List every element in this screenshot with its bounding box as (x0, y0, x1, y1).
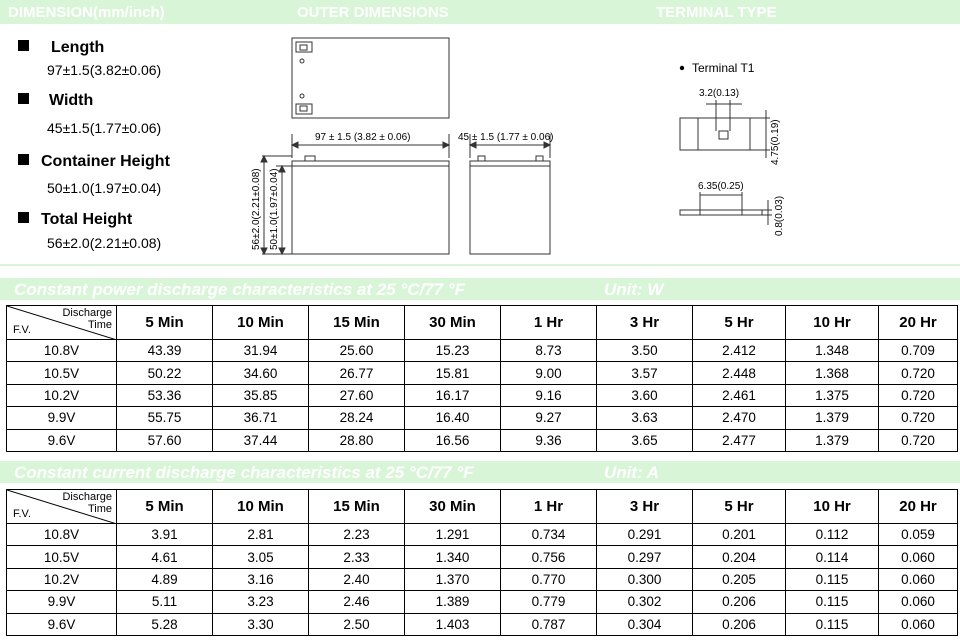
value-cell: 16.17 (405, 384, 501, 406)
column-header: 1 Hr (501, 490, 597, 524)
value-cell: 2.477 (693, 429, 786, 451)
value-cell: 3.65 (597, 429, 693, 451)
column-header: 30 Min (405, 306, 501, 340)
battery-side-view (470, 161, 550, 254)
value-cell: 1.368 (786, 362, 879, 384)
value-cell: 0.720 (879, 407, 958, 429)
column-header: 1 Hr (501, 306, 597, 340)
table-row (7, 407, 958, 429)
value-cell: 43.39 (117, 340, 213, 362)
table-row (7, 591, 958, 613)
value-cell: 1.403 (405, 613, 501, 635)
total-height-dimension-label: 56±2.0(2.21±0.08) (251, 168, 262, 250)
value-cell: 1.348 (786, 340, 879, 362)
column-header: 5 Hr (693, 306, 786, 340)
value-cell: 50.22 (117, 362, 213, 384)
current-section-unit: Unit: A (604, 463, 660, 482)
value-cell: 3.91 (117, 524, 213, 546)
column-header: 15 Min (309, 306, 405, 340)
dimension-total-height-value: 56±2.0(2.21±0.08) (47, 235, 162, 251)
fv-cell: 10.2V (7, 384, 117, 406)
dimension-width-value: 45±1.5(1.77±0.06) (47, 120, 162, 136)
dimension-heading: DIMENSION(mm/inch) (8, 4, 165, 21)
terminal-dim-a: 3.2(0.13) (699, 88, 740, 99)
value-cell: 55.75 (117, 407, 213, 429)
terminal-dim-b: 4.75(0.19) (770, 119, 781, 165)
value-cell: 3.23 (213, 591, 309, 613)
terminal-profile (680, 210, 762, 215)
power-section-unit: Unit: W (604, 280, 664, 299)
table-corner-cell: Discharge Time F.V. (7, 490, 117, 524)
value-cell: 34.60 (213, 362, 309, 384)
value-cell: 4.89 (117, 568, 213, 590)
column-header: 20 Hr (879, 306, 958, 340)
power-section-bar (0, 278, 960, 300)
power-discharge-table (6, 305, 958, 452)
column-header: 30 Min (405, 490, 501, 524)
value-cell: 3.05 (213, 546, 309, 568)
value-cell: 0.756 (501, 546, 597, 568)
fv-cell: 9.9V (7, 591, 117, 613)
section-divider (0, 264, 960, 266)
value-cell: 0.059 (879, 524, 958, 546)
value-cell: 1.340 (405, 546, 501, 568)
value-cell: 0.297 (597, 546, 693, 568)
value-cell: 2.40 (309, 568, 405, 590)
value-cell: 0.787 (501, 613, 597, 635)
value-cell: 36.71 (213, 407, 309, 429)
table-row (7, 384, 958, 406)
value-cell: 4.61 (117, 546, 213, 568)
fv-cell: 10.5V (7, 362, 117, 384)
current-discharge-table (6, 489, 958, 636)
value-cell: 0.720 (879, 384, 958, 406)
value-cell: 28.80 (309, 429, 405, 451)
value-cell: 3.16 (213, 568, 309, 590)
terminal-dim-c: 6.35(0.25) (698, 181, 744, 192)
value-cell: 5.28 (117, 613, 213, 635)
value-cell: 0.734 (501, 524, 597, 546)
terminal-dim-d: 0.8(0.03) (774, 195, 785, 236)
table-header-row (7, 490, 958, 524)
value-cell: 5.11 (117, 591, 213, 613)
column-header: 5 Min (117, 306, 213, 340)
terminal-bullet-icon (680, 66, 684, 70)
container-height-dimension-label: 50±1.0(1.97±0.04) (269, 168, 280, 250)
value-cell: 0.720 (879, 362, 958, 384)
value-cell: 53.36 (117, 384, 213, 406)
table-row (7, 429, 958, 451)
outer-dimensions-heading: OUTER DIMENSIONS (297, 4, 449, 21)
dimension-total-height: Total Height (18, 211, 132, 229)
value-cell: 2.50 (309, 613, 405, 635)
value-cell: 3.30 (213, 613, 309, 635)
value-cell: 1.291 (405, 524, 501, 546)
value-cell: 0.115 (786, 591, 879, 613)
table-row (7, 546, 958, 568)
value-cell: 2.81 (213, 524, 309, 546)
value-cell: 2.23 (309, 524, 405, 546)
dimension-width: Width (18, 92, 93, 110)
fv-cell: 10.2V (7, 568, 117, 590)
table-row (7, 340, 958, 362)
value-cell: 3.50 (597, 340, 693, 362)
column-header: 20 Hr (879, 490, 958, 524)
fv-cell: 9.9V (7, 407, 117, 429)
table-header-row (7, 306, 958, 340)
value-cell: 3.60 (597, 384, 693, 406)
dimension-container-height: Container Height (18, 153, 170, 171)
value-cell: 3.57 (597, 362, 693, 384)
value-cell: 1.379 (786, 407, 879, 429)
outer-dimensions-drawing (0, 0, 960, 265)
value-cell: 9.36 (501, 429, 597, 451)
length-dimension-label: 97 ± 1.5 (3.82 ± 0.06) (315, 132, 411, 143)
value-cell: 2.46 (309, 591, 405, 613)
value-cell: 28.24 (309, 407, 405, 429)
value-cell: 2.470 (693, 407, 786, 429)
value-cell: 0.302 (597, 591, 693, 613)
fv-cell: 10.8V (7, 524, 117, 546)
column-header: 5 Hr (693, 490, 786, 524)
value-cell: 2.461 (693, 384, 786, 406)
value-cell: 0.291 (597, 524, 693, 546)
value-cell: 37.44 (213, 429, 309, 451)
terminal-drawing (680, 118, 750, 150)
table-row (7, 524, 958, 546)
current-section-title: Constant current discharge characteristics at 25 °C/77 °F (14, 463, 474, 482)
value-cell: 1.375 (786, 384, 879, 406)
value-cell: 0.304 (597, 613, 693, 635)
value-cell: 0.201 (693, 524, 786, 546)
column-header: 10 Hr (786, 490, 879, 524)
current-section-bar (0, 461, 960, 483)
power-section-title: Constant power discharge characteristics at 25 °C/77 °F (14, 280, 466, 299)
value-cell: 9.27 (501, 407, 597, 429)
value-cell: 3.63 (597, 407, 693, 429)
column-header: 10 Min (213, 306, 309, 340)
value-cell: 0.720 (879, 429, 958, 451)
value-cell: 16.40 (405, 407, 501, 429)
value-cell: 0.060 (879, 613, 958, 635)
value-cell: 0.770 (501, 568, 597, 590)
value-cell: 2.412 (693, 340, 786, 362)
value-cell: 2.448 (693, 362, 786, 384)
column-header: 15 Min (309, 490, 405, 524)
dimension-length-value: 97±1.5(3.82±0.06) (47, 62, 162, 78)
value-cell: 9.00 (501, 362, 597, 384)
value-cell: 0.060 (879, 591, 958, 613)
battery-top-view (292, 38, 449, 118)
column-header: 10 Hr (786, 306, 879, 340)
value-cell: 16.56 (405, 429, 501, 451)
column-header: 3 Hr (597, 490, 693, 524)
value-cell: 0.115 (786, 568, 879, 590)
value-cell: 1.379 (786, 429, 879, 451)
table-row (7, 362, 958, 384)
value-cell: 0.060 (879, 546, 958, 568)
fv-cell: 10.8V (7, 340, 117, 362)
value-cell: 57.60 (117, 429, 213, 451)
value-cell: 1.389 (405, 591, 501, 613)
dimension-container-height-value: 50±1.0(1.97±0.04) (47, 180, 162, 196)
value-cell: 26.77 (309, 362, 405, 384)
terminal-name: Terminal T1 (692, 61, 755, 75)
value-cell: 0.115 (786, 613, 879, 635)
fv-cell: 10.5V (7, 546, 117, 568)
value-cell: 0.114 (786, 546, 879, 568)
value-cell: 0.300 (597, 568, 693, 590)
column-header: 5 Min (117, 490, 213, 524)
battery-front-view (292, 161, 449, 254)
value-cell: 15.81 (405, 362, 501, 384)
column-header: 10 Min (213, 490, 309, 524)
value-cell: 1.370 (405, 568, 501, 590)
value-cell: 0.779 (501, 591, 597, 613)
value-cell: 31.94 (213, 340, 309, 362)
value-cell: 0.709 (879, 340, 958, 362)
width-dimension-label: 45 ± 1.5 (1.77 ± 0.06) (458, 132, 554, 143)
value-cell: 0.060 (879, 568, 958, 590)
table-row (7, 613, 958, 635)
fv-cell: 9.6V (7, 613, 117, 635)
value-cell: 0.204 (693, 546, 786, 568)
column-header: 3 Hr (597, 306, 693, 340)
value-cell: 35.85 (213, 384, 309, 406)
value-cell: 0.206 (693, 613, 786, 635)
value-cell: 25.60 (309, 340, 405, 362)
value-cell: 0.112 (786, 524, 879, 546)
value-cell: 27.60 (309, 384, 405, 406)
table-corner-cell: Discharge Time F.V. (7, 306, 117, 340)
value-cell: 8.73 (501, 340, 597, 362)
value-cell: 0.206 (693, 591, 786, 613)
terminal-type-heading: TERMINAL TYPE (656, 4, 777, 21)
table-row (7, 568, 958, 590)
value-cell: 2.33 (309, 546, 405, 568)
value-cell: 15.23 (405, 340, 501, 362)
value-cell: 9.16 (501, 384, 597, 406)
fv-cell: 9.6V (7, 429, 117, 451)
value-cell: 0.205 (693, 568, 786, 590)
dimension-length: Length (18, 39, 104, 57)
